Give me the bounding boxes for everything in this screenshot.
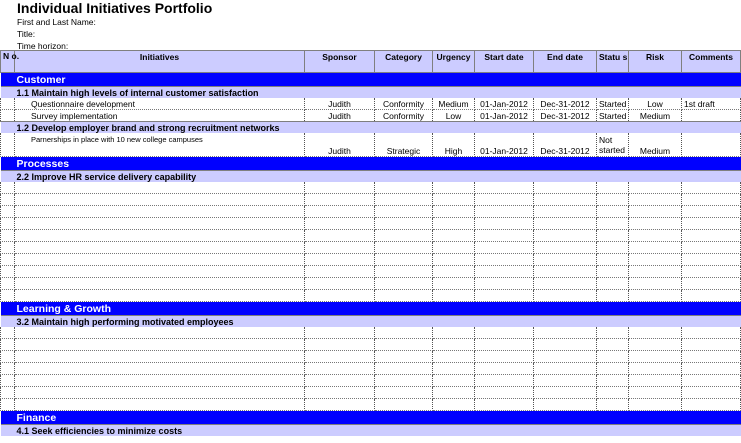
empty-cell[interactable]: [15, 290, 305, 302]
risk-cell[interactable]: Medium: [629, 110, 682, 122]
empty-row[interactable]: [1, 387, 741, 399]
empty-cell[interactable]: [682, 230, 741, 242]
empty-cell[interactable]: [15, 339, 305, 351]
empty-cell[interactable]: [433, 266, 475, 278]
empty-cell[interactable]: [629, 206, 682, 218]
empty-cell[interactable]: [305, 375, 375, 387]
empty-cell[interactable]: [534, 375, 597, 387]
col-comments: Comments: [682, 51, 741, 73]
subsection-3-2: 3.2 Maintain high performing motivated employees: [1, 316, 741, 328]
col-end-date: End date: [534, 51, 597, 73]
empty-cell[interactable]: [597, 206, 629, 218]
subsection-1-1: 1.1 Maintain high levels of internal customer satisfaction: [1, 87, 741, 99]
empty-cell[interactable]: [682, 399, 741, 411]
empty-row[interactable]: [1, 399, 741, 411]
empty-row[interactable]: [1, 266, 741, 278]
empty-cell[interactable]: [1, 351, 15, 363]
empty-cell[interactable]: [629, 387, 682, 399]
empty-cell[interactable]: [475, 206, 534, 218]
empty-cell[interactable]: [375, 339, 433, 351]
empty-cell[interactable]: [629, 194, 682, 206]
empty-cell[interactable]: [682, 266, 741, 278]
name-label: First and Last Name:: [17, 17, 96, 27]
subsection-1-2: 1.2 Develop employer brand and strong recruitment networks: [1, 122, 741, 134]
table-row[interactable]: [1, 98, 741, 110]
empty-row[interactable]: [1, 230, 741, 242]
empty-cell[interactable]: [15, 363, 305, 375]
empty-cell[interactable]: [597, 266, 629, 278]
empty-cell[interactable]: [305, 218, 375, 230]
empty-cell[interactable]: [597, 242, 629, 254]
empty-cell[interactable]: [375, 218, 433, 230]
start-date-cell[interactable]: 01-Jan-2012: [475, 133, 534, 157]
empty-cell[interactable]: [375, 387, 433, 399]
empty-row[interactable]: [1, 242, 741, 254]
empty-cell[interactable]: [475, 339, 534, 351]
empty-cell[interactable]: [475, 230, 534, 242]
time-horizon-label: Time horizon:: [17, 41, 69, 51]
col-status: Statu s: [597, 51, 629, 73]
empty-cell[interactable]: [475, 399, 534, 411]
urgency-cell[interactable]: Medium: [433, 98, 475, 110]
empty-cell[interactable]: [629, 218, 682, 230]
empty-cell[interactable]: [597, 218, 629, 230]
empty-cell[interactable]: [15, 278, 305, 290]
category-cell[interactable]: Conformity: [375, 98, 433, 110]
col-no: N o.: [1, 51, 15, 73]
empty-cell[interactable]: [534, 254, 597, 266]
empty-cell[interactable]: [433, 290, 475, 302]
empty-cell[interactable]: [682, 182, 741, 194]
empty-cell[interactable]: [534, 194, 597, 206]
empty-cell[interactable]: [597, 399, 629, 411]
empty-cell[interactable]: [597, 194, 629, 206]
empty-cell[interactable]: [433, 182, 475, 194]
empty-cell[interactable]: [375, 290, 433, 302]
empty-cell[interactable]: [597, 375, 629, 387]
empty-row[interactable]: [1, 278, 741, 290]
empty-cell[interactable]: [305, 254, 375, 266]
empty-cell[interactable]: [1, 206, 15, 218]
empty-cell[interactable]: [305, 182, 375, 194]
empty-cell[interactable]: [475, 194, 534, 206]
empty-cell[interactable]: [15, 182, 305, 194]
empty-cell[interactable]: [597, 254, 629, 266]
sponsor-cell[interactable]: Judith: [305, 133, 375, 157]
empty-cell[interactable]: [433, 375, 475, 387]
empty-cell[interactable]: [375, 206, 433, 218]
status-cell[interactable]: Started: [597, 98, 629, 110]
empty-cell[interactable]: [305, 194, 375, 206]
empty-cell[interactable]: [15, 242, 305, 254]
empty-cell[interactable]: [375, 278, 433, 290]
header-row: [1, 51, 741, 73]
empty-cell[interactable]: [682, 206, 741, 218]
empty-cell[interactable]: [597, 387, 629, 399]
empty-cell[interactable]: [629, 242, 682, 254]
empty-cell[interactable]: [433, 399, 475, 411]
empty-cell[interactable]: [1, 327, 15, 339]
empty-cell[interactable]: [305, 327, 375, 339]
empty-cell[interactable]: [305, 278, 375, 290]
title-label: Title:: [17, 29, 36, 39]
empty-cell[interactable]: [475, 218, 534, 230]
empty-cell[interactable]: [682, 194, 741, 206]
comments-cell[interactable]: [682, 110, 741, 122]
empty-row[interactable]: [1, 218, 741, 230]
table-row[interactable]: [1, 110, 741, 122]
empty-cell[interactable]: [682, 339, 741, 351]
empty-cell[interactable]: [15, 266, 305, 278]
empty-cell[interactable]: [534, 206, 597, 218]
empty-cell[interactable]: [534, 327, 597, 339]
empty-cell[interactable]: [597, 230, 629, 242]
col-sponsor: Sponsor: [305, 51, 375, 73]
empty-cell[interactable]: [475, 266, 534, 278]
empty-cell[interactable]: [433, 254, 475, 266]
empty-cell[interactable]: [375, 327, 433, 339]
end-date-cell[interactable]: Dec-31-2012: [534, 110, 597, 122]
empty-cell[interactable]: [433, 339, 475, 351]
empty-cell[interactable]: [305, 290, 375, 302]
empty-row[interactable]: [1, 206, 741, 218]
empty-cell[interactable]: [629, 254, 682, 266]
table-row[interactable]: [1, 133, 741, 157]
empty-cell[interactable]: [305, 351, 375, 363]
empty-cell[interactable]: [305, 339, 375, 351]
empty-cell[interactable]: [433, 387, 475, 399]
sponsor-cell[interactable]: Judith: [305, 98, 375, 110]
empty-cell[interactable]: [15, 399, 305, 411]
empty-cell[interactable]: [629, 399, 682, 411]
empty-cell[interactable]: [682, 290, 741, 302]
empty-row[interactable]: [1, 254, 741, 266]
empty-cell[interactable]: [682, 387, 741, 399]
empty-cell[interactable]: [682, 242, 741, 254]
section-learning-growth: Learning & Growth: [1, 302, 741, 316]
empty-cell[interactable]: [433, 194, 475, 206]
empty-cell[interactable]: [475, 387, 534, 399]
empty-row[interactable]: [1, 290, 741, 302]
risk-cell[interactable]: Low: [629, 98, 682, 110]
empty-cell[interactable]: [305, 387, 375, 399]
empty-cell[interactable]: [15, 206, 305, 218]
empty-cell[interactable]: [1, 290, 15, 302]
empty-cell[interactable]: [534, 351, 597, 363]
empty-cell[interactable]: [1, 254, 15, 266]
empty-cell[interactable]: [629, 182, 682, 194]
empty-cell[interactable]: [597, 290, 629, 302]
empty-cell[interactable]: [1, 399, 15, 411]
empty-cell[interactable]: [1, 266, 15, 278]
empty-cell[interactable]: [1, 339, 15, 351]
empty-cell[interactable]: [629, 290, 682, 302]
empty-cell[interactable]: [433, 206, 475, 218]
section-customer: Customer: [1, 73, 741, 87]
empty-cell[interactable]: [682, 363, 741, 375]
empty-row[interactable]: [1, 375, 741, 387]
empty-cell[interactable]: [433, 327, 475, 339]
empty-cell[interactable]: [534, 339, 597, 351]
empty-cell[interactable]: [597, 339, 629, 351]
col-urgency: Urgency: [433, 51, 475, 73]
empty-cell[interactable]: [15, 218, 305, 230]
empty-cell[interactable]: [15, 375, 305, 387]
empty-cell[interactable]: [629, 278, 682, 290]
empty-cell[interactable]: [15, 194, 305, 206]
empty-cell[interactable]: [375, 375, 433, 387]
empty-cell[interactable]: [1, 182, 15, 194]
empty-cell[interactable]: [597, 327, 629, 339]
empty-cell[interactable]: [375, 351, 433, 363]
empty-cell[interactable]: [305, 242, 375, 254]
empty-cell[interactable]: [475, 182, 534, 194]
empty-cell[interactable]: [433, 242, 475, 254]
empty-cell[interactable]: [629, 327, 682, 339]
empty-cell[interactable]: [15, 387, 305, 399]
empty-cell[interactable]: [597, 278, 629, 290]
sponsor-cell[interactable]: Judith: [305, 110, 375, 122]
empty-cell[interactable]: [534, 290, 597, 302]
empty-cell[interactable]: [534, 387, 597, 399]
empty-cell[interactable]: [475, 327, 534, 339]
risk-cell[interactable]: Medium: [629, 133, 682, 157]
empty-row[interactable]: [1, 194, 741, 206]
col-risk: Risk: [629, 51, 682, 73]
empty-cell[interactable]: [534, 182, 597, 194]
start-date-cell[interactable]: 01-Jan-2012: [475, 98, 534, 110]
empty-row[interactable]: [1, 339, 741, 351]
empty-cell[interactable]: [534, 230, 597, 242]
end-date-cell[interactable]: Dec-31-2012: [534, 98, 597, 110]
empty-cell[interactable]: [15, 351, 305, 363]
empty-cell[interactable]: [375, 230, 433, 242]
urgency-cell[interactable]: High: [433, 133, 475, 157]
section-processes: Processes: [1, 157, 741, 171]
initiative-cell[interactable]: Questionnaire development: [15, 98, 305, 110]
empty-cell[interactable]: [597, 182, 629, 194]
empty-cell[interactable]: [15, 327, 305, 339]
empty-cell[interactable]: [629, 375, 682, 387]
empty-cell[interactable]: [682, 327, 741, 339]
comments-cell[interactable]: [682, 133, 741, 157]
empty-cell[interactable]: [629, 351, 682, 363]
empty-cell[interactable]: [534, 399, 597, 411]
empty-cell[interactable]: [1, 218, 15, 230]
empty-cell[interactable]: [305, 266, 375, 278]
empty-cell[interactable]: [597, 351, 629, 363]
empty-cell[interactable]: [597, 363, 629, 375]
empty-cell[interactable]: [475, 375, 534, 387]
subsection-2-2: 2.2 Improve HR service delivery capability: [1, 171, 741, 183]
empty-cell[interactable]: [375, 182, 433, 194]
initiative-cell[interactable]: Parnerships in place with 10 new college campuses: [15, 133, 305, 157]
status-cell[interactable]: Not started: [597, 133, 629, 157]
empty-cell[interactable]: [629, 230, 682, 242]
empty-cell[interactable]: [475, 242, 534, 254]
empty-cell[interactable]: [629, 266, 682, 278]
empty-cell[interactable]: [534, 266, 597, 278]
col-initiatives: Initiatives: [15, 51, 305, 73]
empty-cell[interactable]: [534, 363, 597, 375]
category-cell[interactable]: Strategic: [375, 133, 433, 157]
empty-cell[interactable]: [475, 290, 534, 302]
empty-cell[interactable]: [682, 351, 741, 363]
empty-cell[interactable]: [433, 218, 475, 230]
subsection-4-1: 4.1 Seek efficiencies to minimize costs: [1, 425, 741, 437]
empty-cell[interactable]: [682, 278, 741, 290]
col-category: Category: [375, 51, 433, 73]
empty-row[interactable]: [1, 182, 741, 194]
empty-row[interactable]: [1, 363, 741, 375]
empty-cell[interactable]: [475, 363, 534, 375]
empty-cell[interactable]: [305, 206, 375, 218]
portfolio-table: [0, 50, 741, 436]
empty-cell[interactable]: [534, 278, 597, 290]
status-cell[interactable]: Started: [597, 110, 629, 122]
empty-cell[interactable]: [375, 266, 433, 278]
empty-cell[interactable]: [433, 363, 475, 375]
empty-cell[interactable]: [682, 375, 741, 387]
page-title: Individual Initiatives Portfolio: [17, 0, 213, 16]
empty-cell[interactable]: [305, 399, 375, 411]
initiative-cell[interactable]: Survey implementation: [15, 110, 305, 122]
empty-cell[interactable]: [534, 218, 597, 230]
section-finance: Finance: [1, 411, 741, 425]
empty-cell[interactable]: [375, 242, 433, 254]
empty-cell[interactable]: [629, 339, 682, 351]
empty-cell[interactable]: [1, 387, 15, 399]
category-cell[interactable]: Conformity: [375, 110, 433, 122]
empty-cell[interactable]: [1, 194, 15, 206]
empty-cell[interactable]: [433, 230, 475, 242]
empty-cell[interactable]: [305, 363, 375, 375]
empty-cell[interactable]: [475, 278, 534, 290]
empty-cell[interactable]: [1, 363, 15, 375]
empty-cell[interactable]: [682, 254, 741, 266]
empty-cell[interactable]: [1, 230, 15, 242]
end-date-cell[interactable]: Dec-31-2012: [534, 133, 597, 157]
empty-cell[interactable]: [629, 363, 682, 375]
start-date-cell[interactable]: 01-Jan-2012: [475, 110, 534, 122]
col-start-date: Start date: [475, 51, 534, 73]
empty-cell[interactable]: [15, 254, 305, 266]
empty-cell[interactable]: [1, 242, 15, 254]
empty-cell[interactable]: [682, 218, 741, 230]
urgency-cell[interactable]: Low: [433, 110, 475, 122]
empty-cell[interactable]: [375, 399, 433, 411]
empty-cell[interactable]: [1, 278, 15, 290]
empty-cell[interactable]: [305, 230, 375, 242]
empty-cell[interactable]: [475, 351, 534, 363]
empty-cell[interactable]: [15, 230, 305, 242]
empty-cell[interactable]: [433, 351, 475, 363]
empty-row[interactable]: [1, 327, 741, 339]
empty-cell[interactable]: [375, 363, 433, 375]
empty-cell[interactable]: [1, 375, 15, 387]
empty-cell[interactable]: [375, 194, 433, 206]
empty-cell[interactable]: [433, 278, 475, 290]
empty-row[interactable]: [1, 351, 741, 363]
empty-cell[interactable]: [475, 254, 534, 266]
empty-cell[interactable]: [534, 242, 597, 254]
empty-cell[interactable]: [375, 254, 433, 266]
comments-cell[interactable]: 1st draft: [682, 98, 741, 110]
